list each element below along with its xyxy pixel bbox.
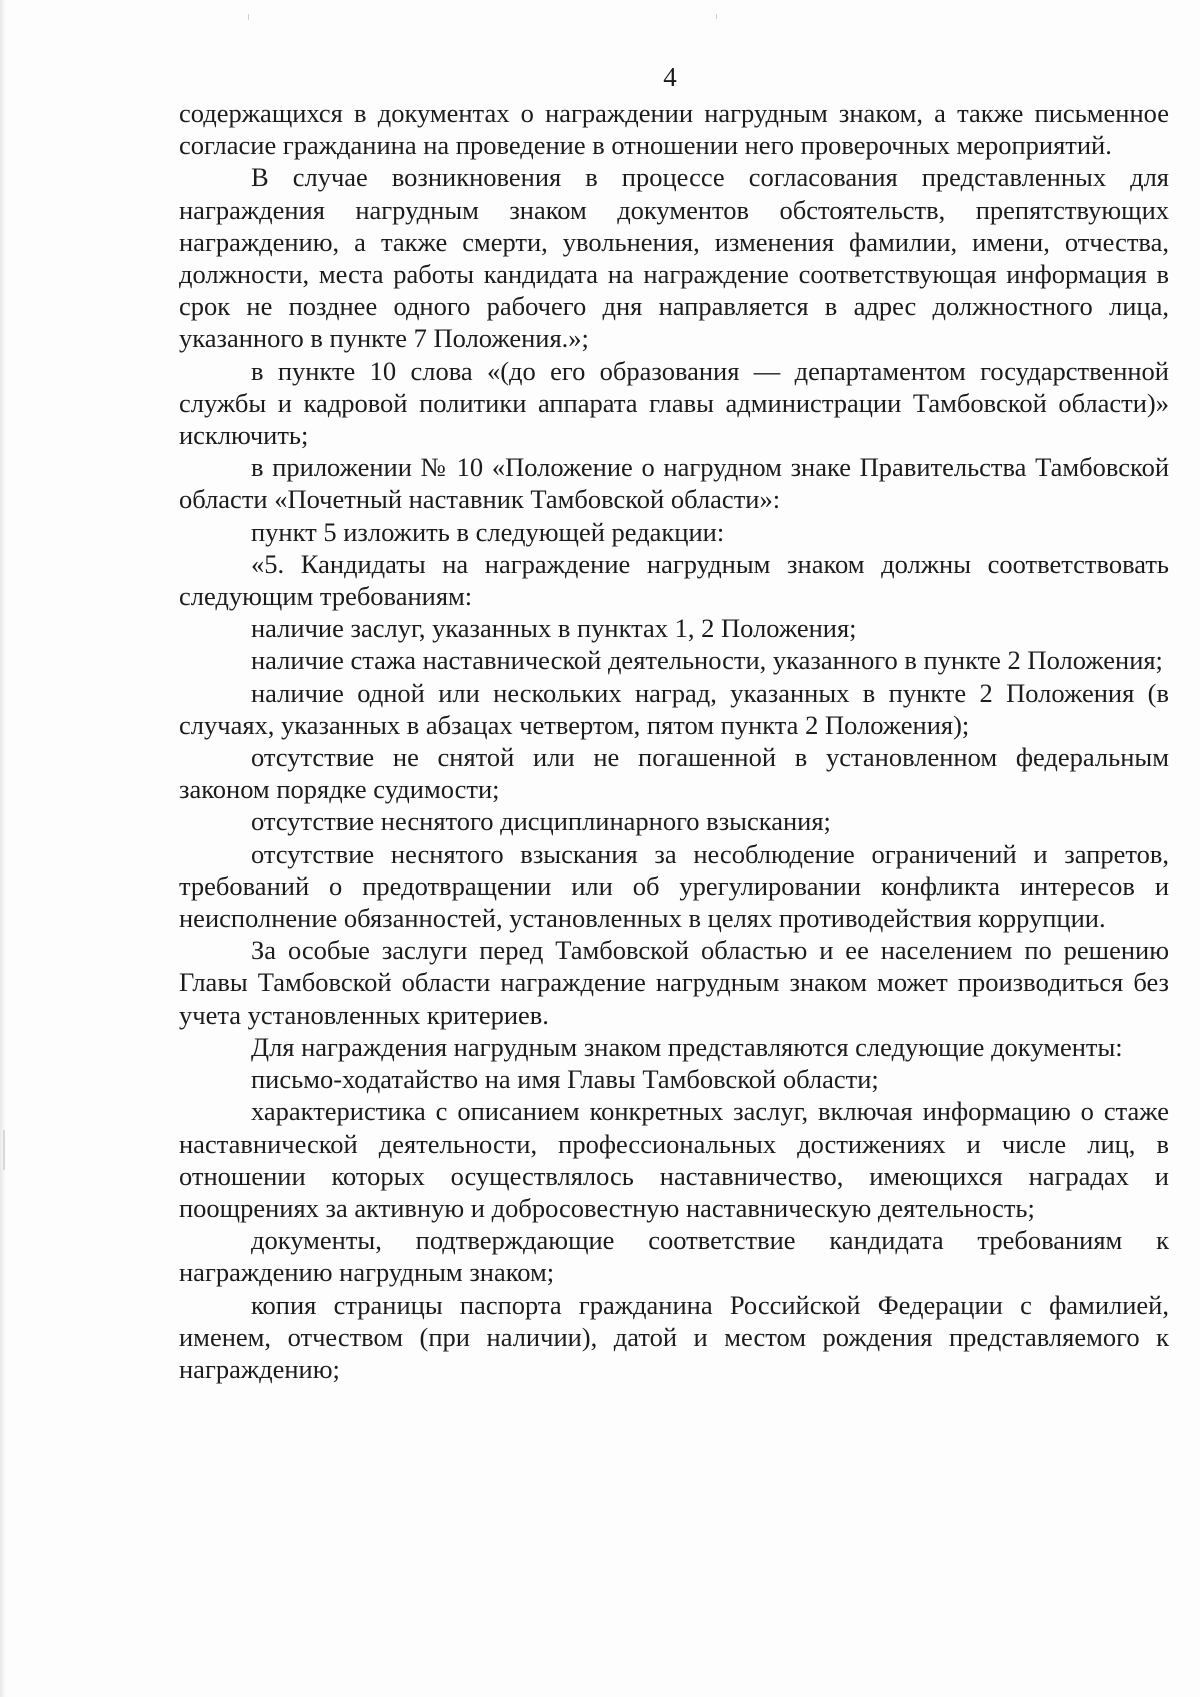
scan-speck [716,14,717,19]
paragraph: документы, подтверждающие соответствие кандидата требованиям к награждению нагрудным знаком; [179,1225,1169,1288]
scan-speck [3,1130,5,1170]
paragraph: письмо-ходатайство на имя Главы Тамбовской области; [251,1064,879,1095]
paragraph: в пункте 10 слова «(до его образования — департаментом государственной службы и кадровой политики аппарата главы администрации Тамбовской области)» исключить; [179,355,1169,451]
paragraph: пункт 5 изложить в следующей редакции: [251,516,725,547]
paragraph: отсутствие неснятого дисциплинарного взыскания; [251,806,831,837]
paragraph: содержащихся в документах о награждении нагрудным знаком, а также письменное согласие гражданина на проведение в отношении него проверочных мероприятий. [179,98,1169,161]
paragraph: характеристика с описанием конкретных заслуг, включая информацию о стаже наставнической деятельности, профессиональных достижениях и числе лиц, в отношении которых осуществлялось наставничество, имеющихся наградах и поощрениях за активную и добросовестную наставническую деятельность; [179,1096,1169,1223]
paragraph: За особые заслуги перед Тамбовской областью и ее населением по решению Главы Тамбовской области награждение нагрудным знаком может производиться без учета установленных критериев. [179,935,1169,1030]
paragraph: Для награждения нагрудным знаком представляются следующие документы: [251,1031,1123,1062]
scan-speck [248,14,249,20]
paragraph: В случае возникновения в процессе согласования представленных для награждения нагрудным знаком документов обстоятельств, препятствующих награждению, а также смерти, увольнения, изменения фамилии, имени, отчества, должности, места работы кандидата на награждение соответствующая информация в срок не позднее одного рабочего дня направляется в адрес должностного лица, указанного в пункте 7 Положения.»; [179,162,1169,354]
paragraph: копия страницы паспорта гражданина Российской Федерации с фамилией, именем, отчеством (при наличии), датой и местом рождения представляемого к награждению; [179,1289,1169,1384]
paragraph: «5. Кандидаты на награждение нагрудным знаком должны соответствовать следующим требованиям: [179,548,1169,612]
document-body [179,97,1169,1385]
page-number: 4 [663,62,677,92]
paragraph: наличие одной или нескольких наград, указанных в пункте 2 Положения (в случаях, указанных в абзацах четвертом, пятом пункта 2 Положения); [179,677,1169,740]
paragraph: наличие заслуг, указанных в пунктах 1, 2 Положения; [251,613,857,644]
paragraph: в приложении № 10 «Положение о нагрудном знаке Правительства Тамбовской области «Почетный наставник Тамбовской области»: [179,452,1169,515]
scan-edge-shadow [0,0,6,1697]
paragraph: отсутствие не снятой или не погашенной в установленном федеральным законом порядке судимости; [179,742,1169,805]
paragraph: наличие стажа наставнической деятельности, указанного в пункте 2 Положения; [251,645,1163,676]
paragraph: отсутствие неснятого взыскания за несоблюдение ограничений и запретов, требований о предотвращении или об урегулировании конфликта интересов и неисполнение обязанностей, установленных в целях противодействия коррупции. [179,838,1169,934]
